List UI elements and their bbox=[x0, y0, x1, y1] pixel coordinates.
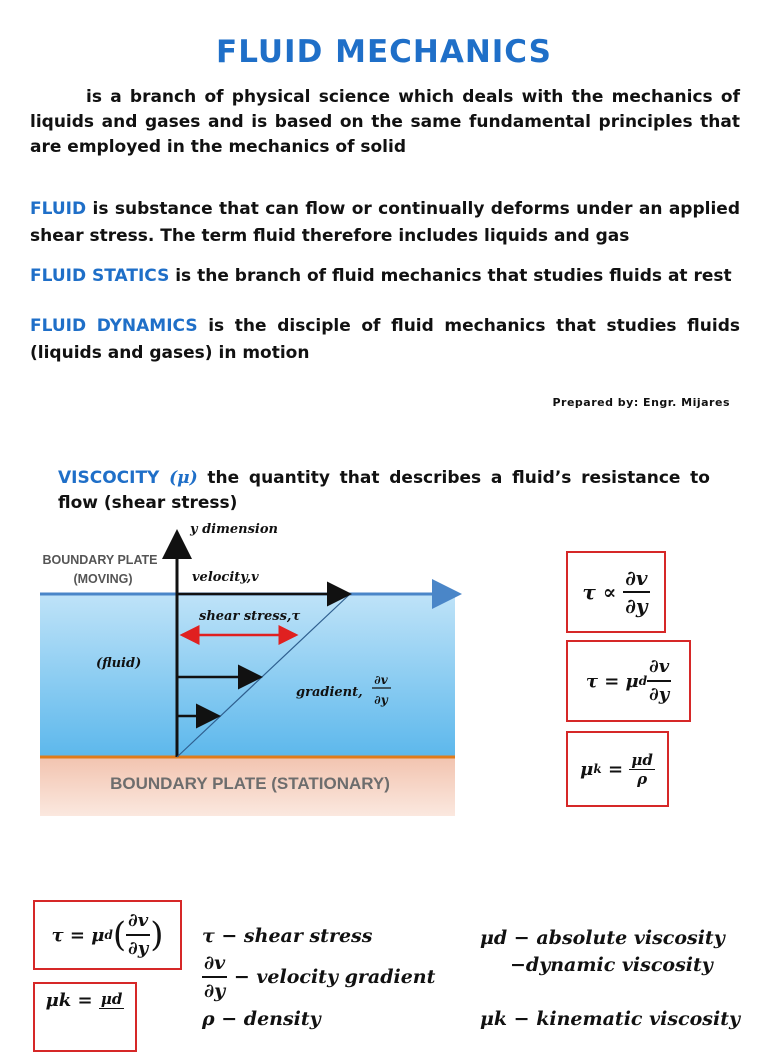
legend-velocity-gradient bbox=[202, 950, 435, 1004]
prop-numerator: ∂v bbox=[623, 565, 649, 593]
bottom-eq2-lhs: μk = bbox=[45, 990, 93, 1011]
legend-gradient-denominator: ∂y bbox=[204, 980, 226, 1002]
bottom-eq-denominator: ∂y bbox=[128, 938, 149, 959]
definition-fluid bbox=[30, 196, 740, 250]
shear-stress-label: shear stress,τ bbox=[199, 609, 301, 624]
eq1-sub: d bbox=[638, 674, 648, 688]
prop-lhs: τ ∝ bbox=[582, 580, 617, 604]
legend-shear-stress: τ − shear stress bbox=[202, 925, 373, 947]
legend-gradient-text: − velocity gradient bbox=[233, 966, 436, 988]
definition-term: FLUID STATICS bbox=[30, 266, 170, 286]
bottom-eq-fraction bbox=[126, 908, 150, 962]
bottom-eq-lhs: τ = μ bbox=[51, 924, 105, 946]
definition-text: is substance that can flow or continually deforms under an applied shear stress. The term fluid therefore includes liquids and gas bbox=[30, 199, 740, 246]
prepared-by: Prepared by: Engr. Mijares bbox=[552, 396, 730, 409]
gradient-denominator: ∂y bbox=[374, 693, 388, 707]
bottom-eq-numerator: ∂v bbox=[126, 908, 150, 936]
eq2-equals: = bbox=[607, 758, 624, 780]
viscosity-symbol: (μ) bbox=[169, 468, 198, 488]
legend-dynamic-viscosity: −dynamic viscosity bbox=[510, 954, 713, 976]
velocity-profile-diagram bbox=[0, 515, 470, 825]
definition-term: FLUID DYNAMICS bbox=[30, 316, 198, 336]
intro-paragraph bbox=[30, 85, 740, 160]
kinematic-formula-box bbox=[566, 731, 669, 807]
fluid-label: (fluid) bbox=[96, 656, 142, 671]
eq2-lhs: μ bbox=[580, 758, 594, 780]
eq1-numerator: ∂v bbox=[647, 654, 671, 682]
gradient-label: gradient, bbox=[296, 685, 363, 700]
viscosity-definition bbox=[58, 466, 710, 516]
eq1-fraction bbox=[647, 654, 671, 708]
definition-fluid-statics bbox=[30, 264, 740, 289]
eq1-lhs: τ = μ bbox=[585, 670, 639, 692]
viscosity-term: VISCOCITY bbox=[58, 468, 160, 488]
newton-viscosity-formula-box bbox=[566, 640, 691, 722]
legend-gradient-fraction bbox=[202, 950, 227, 1004]
bottom-shear-formula-box: τ = μ d ( $\frac{\partial v}{\partial y}$ ) bbox=[33, 900, 182, 970]
proportional-formula-box bbox=[566, 551, 666, 633]
legend-kinematic-viscosity: μk − kinematic viscosity bbox=[480, 1008, 741, 1030]
bottom-kinematic-formula-box bbox=[33, 982, 137, 1052]
eq2-numerator: μd bbox=[631, 750, 653, 769]
bottom-eq2-numerator: μd bbox=[100, 990, 123, 1008]
definition-term: FLUID bbox=[30, 199, 87, 219]
prop-fraction bbox=[623, 565, 649, 619]
page-title: FLUID MECHANICS bbox=[216, 34, 552, 70]
gradient-numerator: ∂v bbox=[374, 673, 388, 687]
definition-text: is the disciple of fluid mechanics that studies fluids (liquids and gases) in motion bbox=[30, 316, 740, 363]
viscosity-text: the quantity that describes a fluid’s resistance to flow (shear stress) bbox=[58, 468, 710, 513]
legend-absolute-viscosity: μd − absolute viscosity bbox=[480, 927, 725, 949]
eq2-denominator: ρ bbox=[637, 769, 648, 788]
legend-gradient-numerator: ∂v bbox=[202, 950, 227, 978]
legend-density: ρ − density bbox=[202, 1008, 321, 1030]
moving-plate-sublabel: (MOVING) bbox=[73, 572, 133, 586]
intro-text: is a branch of physical science which deals with the mechanics of liquids and gases and is based on the same fundamental principles that are employed in the mechanics of solid bbox=[30, 87, 740, 157]
velocity-label: velocity,v bbox=[192, 570, 259, 585]
eq1-denominator: ∂y bbox=[649, 684, 670, 705]
y-axis-label: y dimension bbox=[190, 522, 278, 537]
bottom-eq-sub: d bbox=[104, 928, 113, 942]
eq2-fraction bbox=[629, 751, 654, 788]
moving-plate-label: BOUNDARY PLATE bbox=[42, 553, 158, 567]
definition-text: is the branch of fluid mechanics that studies fluids at rest bbox=[175, 266, 732, 286]
bottom-eq2-fraction bbox=[99, 990, 124, 1009]
definition-fluid-dynamics bbox=[30, 313, 740, 367]
stationary-plate-label: BOUNDARY PLATE (STATIONARY) bbox=[110, 774, 390, 793]
eq2-sub: k bbox=[593, 762, 602, 776]
prop-denominator: ∂y bbox=[625, 594, 648, 618]
